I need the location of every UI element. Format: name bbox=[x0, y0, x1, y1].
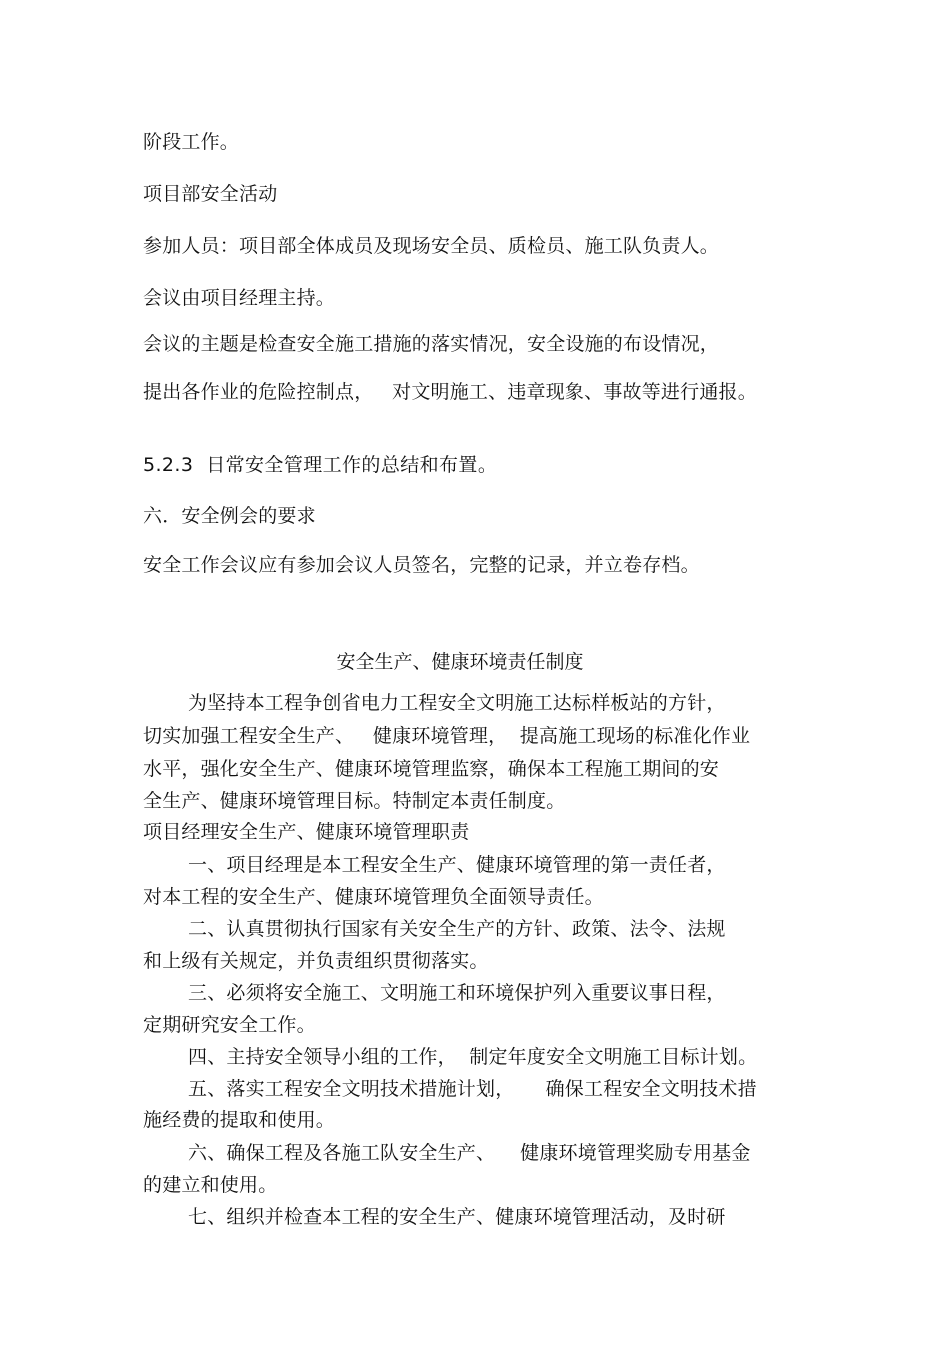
intro-line: 水平，强化安全生产、健康环境管理监察，确保本工程施工期间的安 bbox=[143, 758, 720, 780]
duty-line: 施经费的提取和使用。 bbox=[143, 1109, 336, 1131]
duty-line: 四、主持安全领导小组的工作， 制定年度安全文明施工目标计划。 bbox=[188, 1046, 758, 1068]
duty-line: 五、落实工程安全文明技术措施计划， 确保工程安全文明技术措 bbox=[188, 1078, 757, 1100]
text-line-project-safety-activity: 项目部安全活动 bbox=[143, 183, 278, 205]
duty-line: 的建立和使用。 bbox=[143, 1174, 278, 1196]
duty-line: 定期研究安全工作。 bbox=[143, 1014, 316, 1036]
duty-line: 二、认真贯彻执行国家有关安全生产的方针、政策、法令、法规 bbox=[188, 918, 726, 940]
subheading-pm-duties: 项目经理安全生产、健康环境管理职责 bbox=[143, 821, 470, 843]
intro-line: 全生产、健康环境管理目标。特制定本责任制度。 bbox=[143, 790, 566, 812]
text-line-meeting-theme: 会议的主题是检查安全施工措施的落实情况，安全设施的布设情况， bbox=[143, 333, 720, 355]
regulation-title: 安全生产、健康环境责任制度 bbox=[336, 651, 584, 673]
text-line-meeting-records: 安全工作会议应有参加会议人员签名，完整的记录，并立卷存档。 bbox=[143, 554, 700, 576]
duty-line: 七、组织并检查本工程的安全生产、健康环境管理活动，及时研 bbox=[188, 1206, 726, 1228]
intro-line: 切实加强工程安全生产、 健康环境管理， 提高施工现场的标准化作业 bbox=[143, 725, 751, 747]
section-heading-5-2-3: 5.2.3 日常安全管理工作的总结和布置。 bbox=[143, 454, 498, 476]
duty-line: 对本工程的安全生产、健康环境管理负全面领导责任。 bbox=[143, 886, 604, 908]
text-line-participants: 参加人员：项目部全体成员及现场安全员、质检员、施工队负责人。 bbox=[143, 235, 720, 257]
text-line-stage-work: 阶段工作。 bbox=[143, 131, 240, 153]
duty-line: 和上级有关规定，并负责组织贯彻落实。 bbox=[143, 950, 489, 972]
section-heading-six: 六．安全例会的要求 bbox=[143, 505, 316, 527]
duty-line: 三、必须将安全施工、文明施工和环境保护列入重要议事日程， bbox=[188, 982, 726, 1004]
duty-line: 六、确保工程及各施工队安全生产、 健康环境管理奖励专用基金 bbox=[188, 1142, 751, 1164]
duty-line: 一、项目经理是本工程安全生产、健康环境管理的第一责任者， bbox=[188, 854, 726, 876]
text-line-hazard-points: 提出各作业的危险控制点， 对文明施工、违章现象、事故等进行通报。 bbox=[143, 381, 757, 403]
text-line-meeting-chair: 会议由项目经理主持。 bbox=[143, 287, 336, 309]
intro-line: 为坚持本工程争创省电力工程安全文明施工达标样板站的方针， bbox=[188, 692, 726, 714]
